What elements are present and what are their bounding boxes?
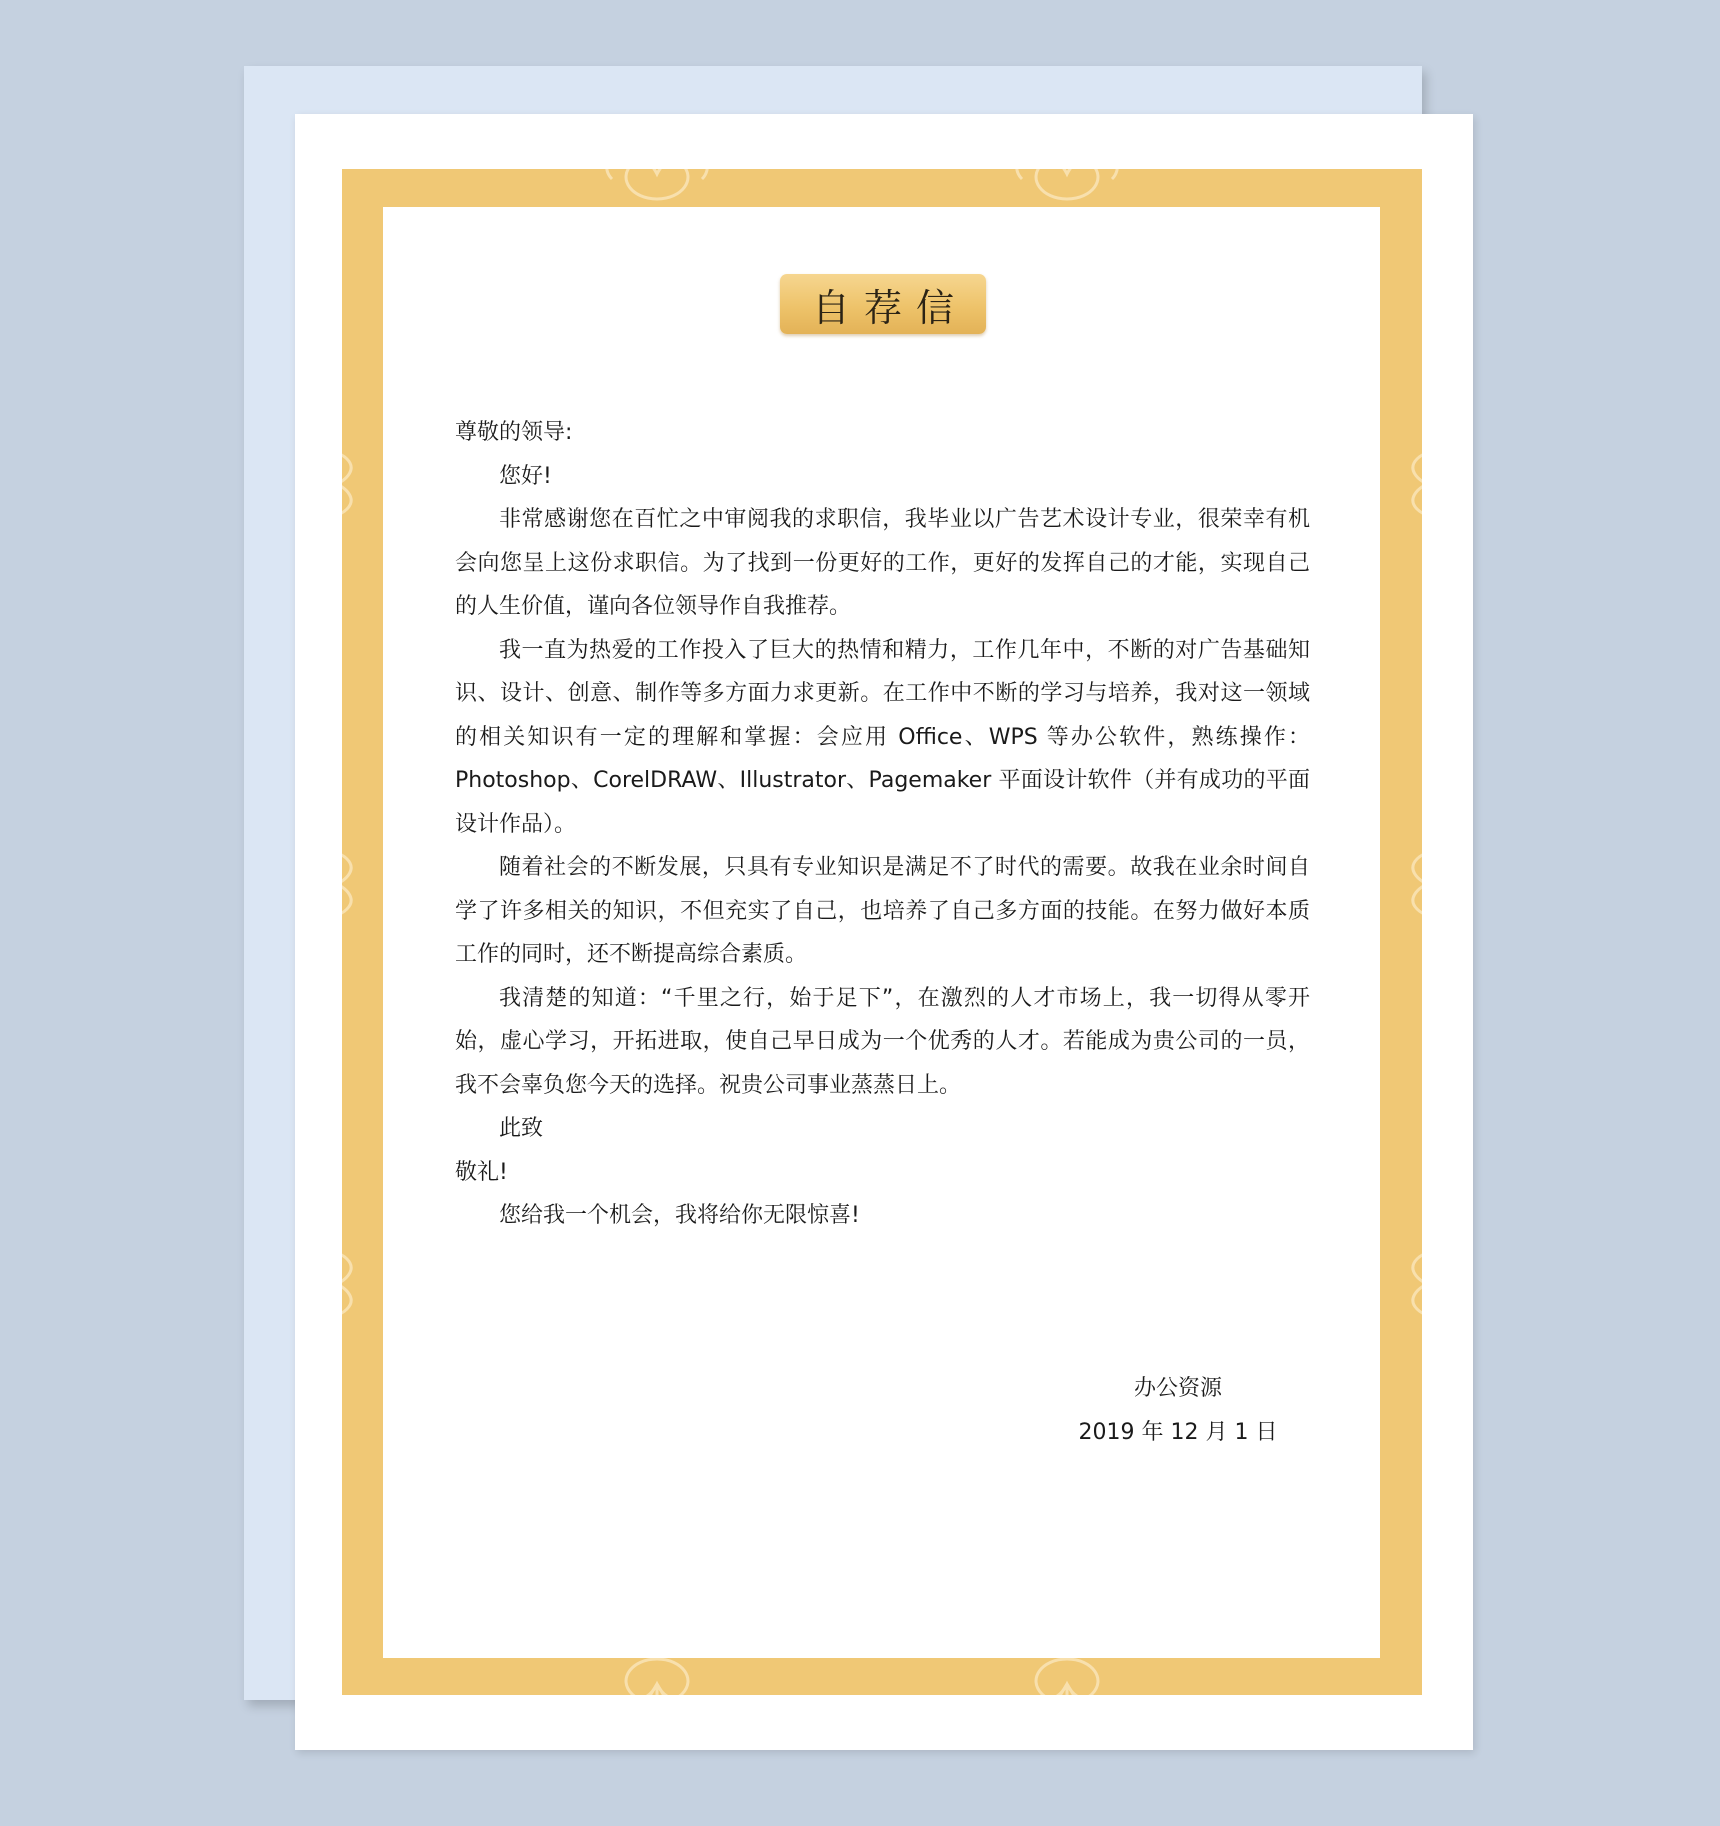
paragraph: 随着社会的不断发展，只具有专业知识是满足不了时代的需要。故我在业余时间自学了许多相关的知识，不但充实了自己，也培养了自己多方面的技能。在努力做好本质工作的同时，还不断提高综合素质。 [455,855,1310,967]
flower-ornament-icon [1002,169,1132,209]
greeting: 您好! [499,463,552,489]
page-title: 自荐信 [811,285,968,330]
paragraph: 我清楚的知道：“千里之行，始于足下”，在激烈的人才市场上，我一切得从零开始，虚心学习，开拓进取，使自己早日成为一个优秀的人才。若能成为贵公司的一员，我不会辜负您今天的选择。祝贵公司事业蒸蒸日上。 [455,985,1310,1098]
paragraph: 非常感谢您在百忙之中审阅我的求职信，我毕业以广告艺术设计专业，很荣幸有机会向您呈上这份求职信。为了找到一份更好的工作，更好的发挥自己的才能，实现自己的人生价值，谨向各位领导作自我推荐。 [455,507,1310,619]
letter-content-area [383,207,1380,1658]
paragraph: 我一直为热爱的工作投入了巨大的热情和精力，工作几年中，不断的对广告基础知识、设计、创意、制作等多方面力求更新。在工作中不断的学习与培养，我对这一领域的相关知识有一定的理解和掌握：会应用 Office、WPS 等办公软件，熟练操作：Photoshop、CorelDRAW、Illustrator、Pagemaker 平面设计软件（并有成功的平面设计作品）。 [455,637,1310,837]
flower-ornament-icon [342,1219,382,1349]
signature-name: 办公资源 [1133,1376,1222,1401]
letter-body [455,411,1310,1238]
signature-date: 2019 年 12 月 1 日 [1078,1419,1278,1445]
flower-ornament-icon [1382,1219,1422,1349]
closing-salute: 敬礼! [455,1159,508,1185]
flower-ornament-icon [592,169,722,209]
closing-line: 此致 [499,1116,544,1141]
letter-sheet [295,114,1473,1750]
signature-block [1063,1367,1293,1454]
title-badge [780,274,986,334]
flower-ornament-icon [1382,419,1422,549]
gold-border-frame [342,169,1422,1695]
salutation: 尊敬的领导: [455,420,573,445]
postscript: 您给我一个机会，我将给你无限惊喜! [499,1203,860,1228]
flower-ornament-icon [342,819,382,949]
flower-ornament-icon [1382,819,1422,949]
flower-ornament-icon [342,419,382,549]
